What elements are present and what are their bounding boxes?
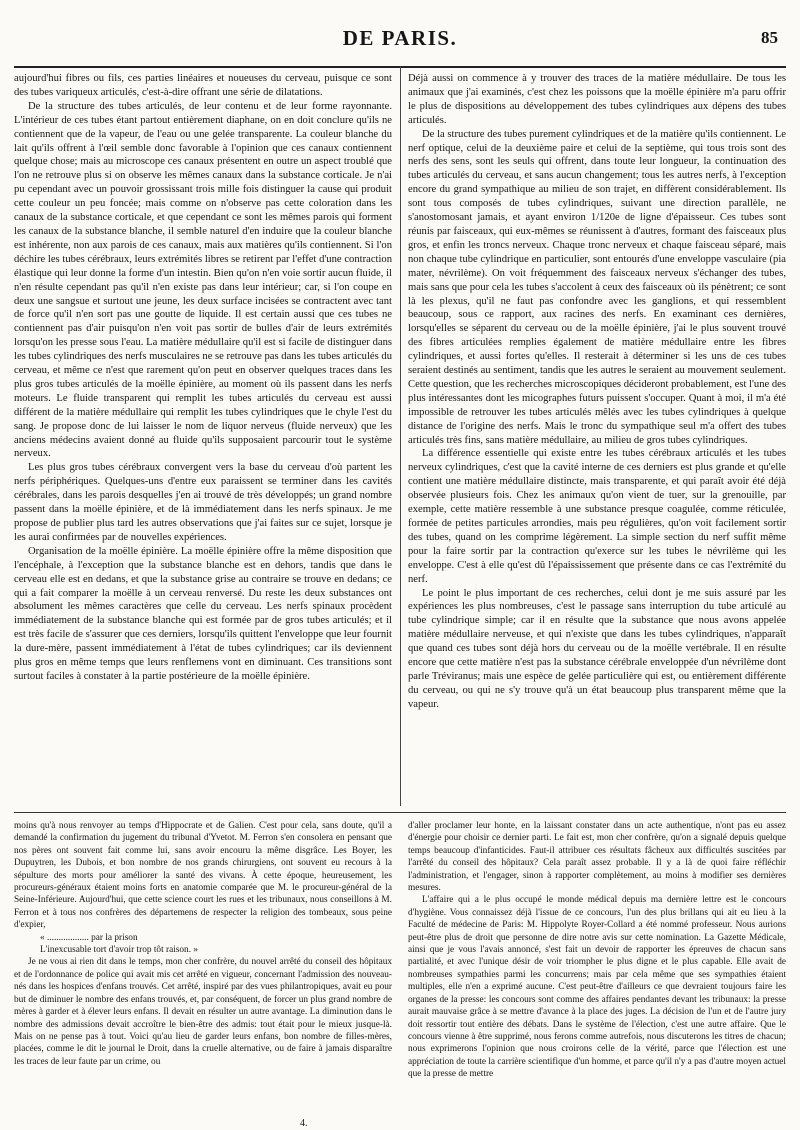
- paragraph: L'affaire qui a le plus occupé le monde médical depuis ma dernière lettre est le concours d'hygiène. Vous connaissez déjà l'issue de ce concours, l'un des plus brillans qui ait eu lieu à la Faculté de médecine de Paris: M. Hippolyte Royer-Collard a été nommé professeur. Nous aurions peut-être plus de droit que personne de dire notre avis sur cette nomination. La Gazette Médicale, ainsi que je vous l'avais annoncé, s'est fait un devoir de rapporter les épreuves de chacun sans partialité, et avec l'unique désir de voir triompher le plus digne et le plus capable. Elle avait de nombreuses sympathies parmi les concurrens; mais par cela même que ses sympathies étaient multiples, elle n'en a exprimé aucune. C'est peut-être d'ailleurs ce que devraient toujours faire les organes de la presse: les concours sont comme des affaires pendantes devant les tribunaux: la presse aurait mauvaise grâce à se mettre d'avance à la place des juges. La décision de l'un et de l'autre jury doit ressortir tout entière des débats. Dans le système de l'élection, c'est une autre affaire. Que le concours vienne à être supprimé, nous ferons comme autrefois, nous discuterons les titres de chacun; nous exprimerons l'opinion que nous croirons celle de la vérité, parce que l'élection est une appréciation de toute la carrière scientifique d'un homme, et parce qu'il n'y a pas d'autre moyen actuel que la presse de mettre: [408, 895, 786, 1080]
- paragraph: De la structure des tubes articulés, de leur contenu et de leur forme rayonnante. L'intérieur de ces tubes étant partout entièrement diaphane, on en doit conclure qu'ils ne contiennent que de la vapeur, de l'eau ou une gelée transparente. La couleur blanche du lait qu'ils offrent à l'œil semble donc favorable à l'opinion que ces canaux contiennent quelque chose; mais au microscope ces canaux présentent en outre un aspect troublé que l'on ne retrouve plus si on observe les mêmes canaux dans la substance corticale. Je n'ai pu cependant avec un pouvoir grossissant trois mille fois distinguer la cause qui produit cette couleur un peu foncée; mais comme on n'observe pas cette coloration dans les canaux de la substance corticale, et que cependant ce sont les mêmes parois qui forment les canaux de la substance blanche, il semble naturel d'en induire que la couleur blanche est inhérente, non aux parois de ces canaux, mais aux matières qu'ils contiennent. Si l'on déchire les tubes cérébraux, leurs extrémités libres se retirent par l'effet d'une contraction élastique qui leur donne la forme d'un intestin. Bien qu'on n'en voie sortir aucun fluide, il n'en résulte cependant pas qu'il n'en existe pas dans leur intérieur; car, si l'on coupe en deux une sangsue et surtout une jeune, les deux surface incisées se contractent avec tant de force qu'il n'en sort pas une goutte de liquide. Il est certain aussi que ces tubes ne contiennent pas d'air puisqu'on n'en voit pas sortir de bulles d'air de leurs extrémités lorsqu'on les presse sous l'eau. La matière médullaire qu'il est si facile de distinguer dans les tubes cylindriques des nerfs musculaires ne se retrouve pas dans les tubes articulés du cerveau, et même ce n'est que rarement qu'on peut en observer quelques traces dans les plus gros tubes articulés de la moëlle épinière, au moment où ils passent dans les nerfs moteurs. Le fluide transparent qui remplit les tubes articulés du cerveau est aussi différent de la matière médullaire qui remplit les tubes cylindriques que le chyle l'est du sang. Je propose donc de lui laisser le nom de liquor nerveus (fluide nerveux) que les anciens médecins avaient donné au fluide qu'ils supposaient parcourir tout le système nerveux.: [14, 100, 392, 460]
- running-title: DE PARIS.: [342, 26, 458, 50]
- paragraph: Déjà aussi on commence à y trouver des traces de la matière médullaire. De tous les animaux que j'ai examinés, c'est chez les poissons que la moëlle épinière m'a paru offrir le plus de dispositions au développement des tubes cylindriques aux dépens des tubes articulés.: [408, 73, 786, 126]
- paragraph: Organisation de la moëlle épinière. La moëlle épinière offre la même disposition que l'encéphale, à l'exception que la substance blanche est en dehors, tandis que dans le cerveau elle est en dedans, et que la substance grise au contraire se trouve en dedans; ce qui a fait comparer la moëlle à un cerveau renversé. Du reste les deux substances ont absolument les mêmes caractères que celle du cerveau. Les nerfs spinaux procèdent immédiatement de la substance blanche qui est formée par de gros tubes articulés; et il est très facile de s'assurer que ces derniers, lorsqu'ils quittent l'enveloppe que leur fournit la dure-mère, passent immédiatement à l'état de tubes cylindriques; car ils deviennent plus gros en même temps que leurs renflemens vont en diminuant. Ces transitions sont surtout faciles à constater à la partie postérieure de la moëlle épinière.: [14, 545, 392, 682]
- feuilleton-left-column: [14, 820, 392, 1122]
- page-number: 85: [761, 28, 778, 47]
- paragraph: moins qu'à nous renvoyer au temps d'Hippocrate et de Galien. C'est pour cela, sans doute, qu'il a demandé la confirmation du jugement du tribunal d'Yvetot. M. Ferron s'en consolera en pensant que nos pères ont souvent fait comme lui, sans avoir encouru la même disgrâce. Les Boyer, les Dupuytren, les Dubois, et bon nombre de nos grands chirurgiens, ont souvent eu recours à la sépulture des morts pour améliorer la santé des vivans. À cette époque, heureusement, les procureurs-généraux étaient moins forts en anatomie comparée que M. le procureur-général de la Seine-Inférieure. Aujourd'hui, que cette science court les rues et les tribunaux, nous conseillons à M. Ferron et à tous nos confrères des départemens de respecter la religion des tombeaux, sous peine d'expier,: [14, 821, 392, 931]
- paragraph: Je ne vous ai rien dit dans le temps, mon cher confrère, du nouvel arrêté du conseil des hôpitaux et de l'ordonnance de police qui avait mis cet arrêté en vigueur, concernant l'admission des nouveau-nés dans les hospices d'enfans trouvés. Cet arrêté, inspiré par des vues philantropiques, avait eu pour but de diminuer le nombre des enfans trouvés, et, par conséquent, de forcer un plus grand nombre de mères à garder et à élever leurs enfans. Il devait en résulter un autre avantage. La diminution dans le nombre des admissions devait accroître le bien-être des admis: tout était pour le mieux jusque-là. Mais on ne pense pas à tout. Voici qu'au lieu de garder leurs enfans, bon nombre de filles-mères, placées, comme le dit le journal le Droit, dans la cruelle alternative, ou de faire à jamais disparaître les traces de leur faute par un crime, ou: [14, 957, 392, 1067]
- paragraph: Le point le plus important de ces recherches, celui dont je me suis assuré par les expériences les plus nombreuses, c'est le passage sans interruption du tube articulé au tube cylindrique simple; car il en résulte que la substance que nous avons appelée matière médullaire nerveuse, et qui n'existe que dans les tubes cylindriques, n'apparaît que quand ces tubes sont déjà hors du cerveau ou de la moëlle vertébrale. Il en résulte encore que cette matière n'est pas la substance cérébrale enveloppée d'un névrilème dont parle Tréviranus; mais une espèce de gelée particulière qui est, ou entièrement différente du cerveau, ou qui ne s'y trouve qu'à un état beaucoup plus transparent même que la vapeur.: [408, 587, 786, 710]
- feuilleton-right-column: [408, 820, 786, 1122]
- verse-quote-line: « .................. par la prison: [40, 932, 138, 943]
- paragraph: aujourd'hui fibres ou fils, ces parties linéaires et noueuses du cerveau, puisque ce sont des tubes variqueux articulés, c'est-à-dire offrant une série de dilatations.: [14, 73, 392, 98]
- footer-signature-mark: 4.: [300, 1118, 308, 1129]
- page-header: [14, 20, 786, 60]
- column-divider: [400, 66, 401, 806]
- left-column: [14, 72, 392, 810]
- right-column: [408, 72, 786, 810]
- paragraph: d'aller proclamer leur honte, en la laissant constater dans un acte authentique, n'ont pas eu assez d'énergie pour choisir ce dernier parti. Le fait est, mon cher confrère, qu'on a signalé depuis quelque temps beaucoup d'infanticides. Faut-il attribuer ces résultats fâcheux aux difficultés suscitées par l'arrêté du conseil des hôpitaux? Cela paraît assez probable. Il y a là de quoi faire réfléchir l'administration, et l'engager, sinon à rapporter complètement, au moins à modifier ses dernières mesures.: [408, 821, 786, 894]
- paragraph: Les plus gros tubes cérébraux convergent vers la base du cerveau d'où partent les nerfs périphériques. Quelques-uns d'entre eux paraissent se terminer dans les cavités cérébrales, dans les parois desquelles j'en ai trouvé de très développés; un grand nombre passent dans la moëlle épinière, et de là immédiatement dans les nerfs spinaux. Je me propose de publier plus tard les autres observations que j'ai faites sur ce sujet, lorsque je les aurai confirmées par de nouvelles expériences.: [14, 462, 392, 543]
- paragraph: La différence essentielle qui existe entre les tubes cérébraux articulés et les tubes nerveux cylindriques, c'est que la cavité interne de ces derniers est plus grande et qu'elle contient une matière médullaire distincte, mais transparente, et qui paraît avoir été déjà observée plusieurs fois. Chez les animaux qu'on vient de tuer, sur la grenouille, par exemple, cette matière ressemble à une substance presque coagulée, comme réticulée, formée de petites particules arrondies, mais peu régulières, qu'on voit facilement sortir des tubes, quand on les comprime légèrement. La simple section du nerf suffit même pour la faire sortir par la contraction qu'exerce sur les tubes le névrilème qui les enveloppe. C'est à elle qu'est dû l'épaississement que présente dans ce cas l'extrémité du nerf.: [408, 448, 786, 585]
- verse-quote-line: L'inexcusable tort d'avoir trop tôt raison. »: [40, 945, 199, 956]
- paragraph: De la structure des tubes purement cylindriques et de la matière qu'ils contiennent. Le nerf optique, celui de la deuxième paire et celui de la septième, qui tous trois sont des nerfs des sens, sont les seuls qui offrent, dans toute leur longueur, la continuation des tubes articulés du cerveau, et sans aucun changement; tous les autres nerfs, à l'exception encore du grand sympathique au milieu de son trajet, en diffèrent considérablement. Ils sont tous composés de tubes cylindriques, suivant une direction parallèle, ne s'anostomosant jamais, et ayant environ 1/120e de ligne d'épaisseur. Ces tubes sont réunis par faisceaux, qui eux-mêmes se réunissent à d'autres, formant des faisceaux plus gros, et enfin les troncs nerveux. Chaque tronc nerveux et chaque faisceau séparé, mais non chaque tube cylindrique en particulier, sont entourés d'une enveloppe vasculaire (pia mater, névrilème). On voit fréquemment des faisceaux nerveux s'échanger des tubes, mais sans que pour cela les tubes s'accolent à ceux des faisceaux où ils pénètrent; ce sont là les plexus, qu'il ne faut pas confondre avec les ganglions, et qui ressemblent beaucoup, sous ce rapport, aux racines des nerfs. En examinant ces dernières, lorsqu'elles se séparent du cerveau ou de la moëlle épinière, j'ai le plus souvent trouvé des fibres articulées remplies également de matière médullaire entre les fibres cylindriques, et aussi fortes qu'elles. Il resterait à déterminer si les uns de ces tubes seraient destinés au sentiment, tandis que les autres le seraient au mouvement seulement. Cette question, que les recherches microscopiques décideront probablement, est l'une des plus intéressantes dont les micographes futurs puissent s'occuper. Quant à moi, il m'a été impossible de retrouver les tubes articulés mêlés avec les tubes cylindriques à quelque distance de l'origine des nerfs. Mais le tronc du sympathique seul m'a offert des tubes articulés très fins, sans matière médullaire, au milieu de gros tubes cylindriques.: [408, 128, 786, 446]
- feuilleton-rule: [14, 812, 786, 813]
